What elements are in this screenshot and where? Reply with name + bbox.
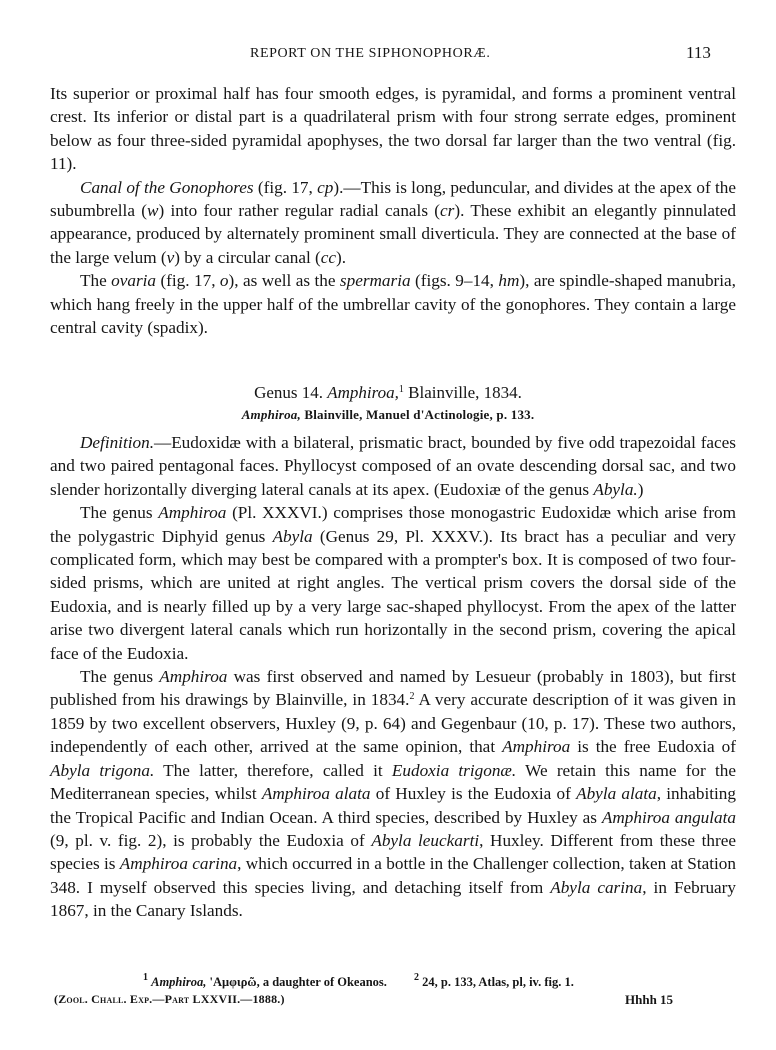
text-run: was first observed and named by Lesueur (probably in 1803), but first published from his drawings by Blainville, in 1834. [50,667,736,710]
run-in-heading: Definition. [80,433,154,452]
paragraph-canal-of-gonophores [50,176,736,270]
running-title: REPORT ON THE SIPHONOPHORÆ. [250,46,491,61]
footnote-text: 'Αμφιρῶ, a daughter of Okeanos. [206,975,387,989]
footnote-text: 24, p. 133, Atlas, pl, iv. fig. 1. [419,975,574,989]
text-run: The genus [80,503,159,523]
footnote-mark: 2 [414,972,419,983]
text-run: ), as well as the [228,271,340,291]
text-run: The genus [80,667,160,687]
section-genus-amphiroa [50,431,736,923]
text-run: —Eudoxidæ with a bilateral, prismatic bract, bounded by five odd trapezoidal faces and two paired pentagonal faces. Phyllocyst composed of an ovate descending dorsal sac, and two slender horizontally diverging lateral canals at its apex. (Eudoxiæ of the genus [50,433,736,499]
taxon-name: Amphiroa carina [119,854,238,874]
figure-label: w [146,201,159,221]
text-run: is the free Eudoxia of [570,737,736,757]
text-run: The latter, therefore, called it [154,760,392,780]
text-run: , inhabiting the Tropical Pacific and Indian Ocean. A third species, described by Huxley as [50,784,736,827]
taxon-name: Abyla trigona. [50,760,155,780]
figure-label: hm [498,271,520,291]
series-imprint [54,992,285,1007]
taxon-name: Amphiroa [159,667,228,687]
taxon-name: Abyla carina [550,877,643,897]
term: ovaria [111,271,157,291]
genus-authority: Blainville, 1834. [403,383,522,402]
genus-number: Genus 14. [254,383,328,402]
genus-name: Amphiroa, [327,383,399,402]
footnote-1 [143,972,387,990]
text-run: (fig. 17, [253,177,318,197]
text-run: (fig. 17, [156,271,220,291]
paragraph-ovaria [50,269,736,339]
taxon-name: Abyla leuckarti [371,830,480,850]
text-run: ) into four rather regular radial canals ( [158,201,441,221]
text-run: (9, pl. v. fig. 2), is probably the Eudoxia of [50,830,372,850]
text-run: , in February 1867, in the Canary Islands. [50,877,736,921]
genus-ref-name: Amphiroa, [241,407,301,422]
page-number: 113 [686,43,711,62]
genus-reference [0,407,776,423]
genus-heading [0,383,776,403]
text-run: , which occurred in a bottle in the Challenger collection, taken at Station 348. I myself observed this species living, and detaching itself from [50,854,736,897]
taxon-name: Abyla [272,526,313,546]
figure-label: cr [440,201,455,221]
genus-ref-source: Blainville, Manuel d'Actinologie, p. 133. [300,407,535,422]
taxon-name: Abyla alata [576,784,657,804]
running-head [0,43,776,68]
text-run: ). [336,247,347,267]
text-run: of Huxley is the Eudoxia of [370,784,577,804]
series-year: —1888.) [240,992,285,1006]
footnote-term: Amphiroa, [151,975,207,989]
text-run: (Pl. XXXVI.) comprises those monogastric Eudoxidæ which arise from the polygastric Diphyid genus [50,503,737,546]
text-run: ) [637,479,644,499]
text-run: A very accurate description of it was given in 1859 by two excellent observers, Huxley (9, p. 64) and Gegenbaur (10, p. 17). These two authors, independently of each other, arrived at the same opinion, that [50,690,737,757]
figure-label: v [166,247,175,267]
signature-mark: Hhhh 15 [625,992,674,1007]
term: spermaria [339,271,411,291]
taxon-name: Amphiroa angulata [601,807,736,827]
text-run: ) by a circular canal ( [174,247,321,267]
text-run: ), are spindle-shaped manubria, which hang freely in the upper half of the umbrellar cavity of the gonophores. They contain a large central cavity (spadix). [50,271,736,338]
taxon-name: Amphiroa [502,737,571,757]
text-run: The [80,271,112,291]
section-gonophore-description [50,82,736,339]
series-name: (Zool. Chall. Exp.—Part LXXVII. [54,992,241,1006]
text-run: ).—This is long, peduncular, and divides at the apex of the subumbrella ( [50,177,736,221]
figure-label: cp [317,177,334,197]
text-run: , Huxley. Different from these three species is [50,830,736,874]
paragraph-bract [50,501,736,665]
figure-label: cc [320,247,337,267]
run-in-heading: Canal of the Gonophores [80,177,254,197]
text-run: ). These exhibit an elegantly pinnulated appearance, produced by alternately prominent small diverticula. They are connected at the base of the large velum ( [50,201,736,267]
paragraph-history [50,665,736,922]
footnote-ref[interactable]: 1 [398,384,404,395]
taxon-name: Amphiroa alata [261,784,371,804]
footnote-mark: 1 [143,972,148,983]
taxon-name: Abyla. [593,479,638,499]
text-run: (figs. 9–14, [410,271,499,291]
taxon-name: Eudoxia trigonæ. [391,760,517,780]
figure-label: o [219,271,229,291]
text-run: (Genus 29, Pl. XXXV.). Its bract has a peculiar and very complicated form, which may best be compared with a prompter's box. It is composed of two four-sided prisms, which are united at right angles. The vertical prism covers the dorsal side of the Eudoxia, and is nearly filled up by a very large sac-shaped phyllocyst. From the apex of the latter arise two divergent lateral canals which run horizontally in the second prism, covering the apical face of the Eudoxia. [50,526,736,663]
footnote-ref[interactable]: 2 [409,691,415,703]
taxon-name: Amphiroa [158,503,227,523]
paragraph-definition [50,431,736,501]
footnote-2 [414,972,574,990]
text-run: We retain this name for the Mediterranean species, whilst [50,760,736,804]
paragraph: Its superior or proximal half has four smooth edges, is pyramidal, and forms a prominent ventral crest. Its inferior or distal part is a quadrilateral prism with four strong serrate edges, prominent below as four three-sided pyramidal apophyses, the two dorsal far larger than the two ventral (fig. 11). [50,84,736,174]
